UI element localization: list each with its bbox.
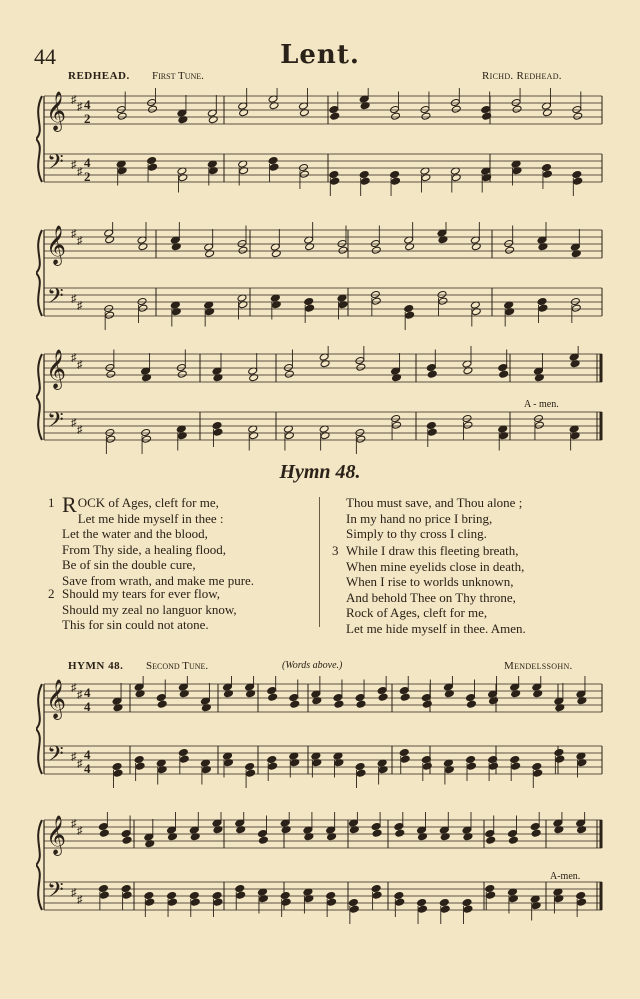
notehead <box>333 693 343 701</box>
notehead <box>134 755 144 763</box>
page-number: 44 <box>34 44 56 69</box>
verse-line: Be of sin the double cure, <box>62 557 196 572</box>
verse-line: Let the water and the blood, <box>62 526 208 541</box>
notehead <box>326 891 336 899</box>
bass-clef-icon: 𝄢 <box>47 742 64 772</box>
notehead <box>168 898 178 906</box>
notehead <box>391 177 401 185</box>
verse-line: When I rise to worlds unknown, <box>346 574 514 589</box>
notehead <box>395 829 405 837</box>
tune2-amen: A-men. <box>550 871 581 882</box>
tune2-name: HYMN 48. <box>68 660 124 672</box>
sharp-icon: ♯ <box>71 751 77 763</box>
notehead <box>269 163 279 171</box>
verse-line: Save from wrath, and make me pure. <box>62 572 255 588</box>
verse-line: In my hand no price I bring, <box>346 510 493 526</box>
notehead <box>498 363 508 371</box>
hymn-heading: Hymn 48. <box>279 461 361 483</box>
notehead <box>355 762 365 770</box>
notehead <box>327 898 337 906</box>
section-title: Lent. <box>280 40 360 70</box>
notehead <box>371 246 381 254</box>
notehead <box>370 290 380 298</box>
notehead <box>571 304 581 312</box>
time-signature: 4 <box>84 747 91 762</box>
notehead <box>390 105 400 113</box>
sharp-icon: ♯ <box>71 293 77 305</box>
notehead <box>530 822 540 830</box>
notehead <box>116 105 126 113</box>
time-signature: 2 <box>84 169 91 184</box>
notehead <box>372 891 382 899</box>
verse-line: Let me hide myself in thee. Amen. <box>346 620 526 636</box>
notehead <box>329 105 339 113</box>
notehead <box>267 755 277 763</box>
bass-clef-icon: 𝄢 <box>47 284 64 314</box>
verse-line: From Thy side, a healing flood, <box>62 541 227 557</box>
time-signature: 4 <box>84 97 91 112</box>
sharp-icon: ♯ <box>77 894 83 906</box>
notehead <box>405 311 415 319</box>
notehead <box>511 98 521 106</box>
sharp-icon: ♯ <box>77 689 83 701</box>
notehead <box>420 105 430 113</box>
notehead <box>189 891 199 899</box>
notehead <box>106 370 116 378</box>
notehead <box>138 304 148 312</box>
notehead <box>238 246 248 254</box>
treble-clef-icon: 𝄞 <box>46 225 67 265</box>
tune2-composer: Mendelssohn. <box>504 660 573 672</box>
notehead <box>337 239 347 247</box>
notehead <box>289 693 299 701</box>
notehead <box>438 297 448 305</box>
notehead <box>213 898 223 906</box>
notehead <box>113 769 123 777</box>
brace <box>36 96 42 182</box>
sharp-icon: ♯ <box>77 825 83 837</box>
sharp-icon: ♯ <box>71 682 77 694</box>
notehead <box>145 898 155 906</box>
notehead <box>258 836 268 844</box>
verse-line: Let me hide myself in thee : <box>77 510 224 526</box>
bass-clef-icon: 𝄢 <box>47 150 64 180</box>
notehead <box>534 414 544 422</box>
notehead <box>427 428 437 436</box>
sharp-icon: ♯ <box>71 417 77 429</box>
notehead <box>399 686 409 694</box>
notehead <box>505 246 515 254</box>
notehead <box>370 239 380 247</box>
notehead <box>537 297 547 305</box>
notehead <box>147 98 157 106</box>
notehead <box>467 762 477 770</box>
notehead <box>348 898 358 906</box>
tune1-label: First Tune. <box>152 70 204 82</box>
notehead <box>157 700 167 708</box>
tune2-label: Second Tune. <box>146 660 209 672</box>
notehead <box>144 891 154 899</box>
notehead <box>268 693 278 701</box>
verse-line: This for sin could not atone. <box>62 617 209 632</box>
notehead <box>121 829 131 837</box>
notehead <box>391 414 401 422</box>
music-system-1 <box>36 88 606 200</box>
notehead <box>489 762 499 770</box>
sharp-icon: ♯ <box>77 235 83 247</box>
sharp-icon: ♯ <box>71 159 77 171</box>
notehead <box>98 822 108 830</box>
tune1-amen: A - men. <box>524 399 559 410</box>
notehead <box>485 829 495 837</box>
notehead <box>280 891 290 899</box>
verse-line: Simply to thy cross I cling. <box>346 526 487 541</box>
notehead <box>437 290 447 298</box>
notehead <box>355 356 365 364</box>
notehead <box>371 884 381 892</box>
verse-number: 1 <box>48 495 55 510</box>
notehead <box>178 748 188 756</box>
notehead <box>371 822 381 830</box>
verse-2-continued <box>346 495 522 542</box>
notehead <box>538 304 548 312</box>
notehead <box>338 246 348 254</box>
notehead <box>504 239 514 247</box>
notehead <box>156 693 166 701</box>
notehead <box>417 898 427 906</box>
notehead <box>148 163 158 171</box>
notehead <box>330 112 340 120</box>
notehead <box>98 884 108 892</box>
verse-line: And behold Thee on Thy throne, <box>346 589 516 605</box>
notehead <box>378 693 388 701</box>
notehead <box>427 370 437 378</box>
bass-clef-icon: 𝄢 <box>47 408 64 438</box>
sharp-icon: ♯ <box>77 424 83 436</box>
brace <box>36 354 42 440</box>
bass-clef-icon: 𝄢 <box>47 878 64 908</box>
notehead <box>462 898 472 906</box>
notehead <box>533 769 543 777</box>
notehead <box>268 156 278 164</box>
treble-clef-icon: 𝄞 <box>46 815 67 855</box>
notehead <box>356 769 366 777</box>
notehead <box>99 891 109 899</box>
notehead <box>426 363 436 371</box>
notehead <box>117 112 127 120</box>
sharp-icon: ♯ <box>71 818 77 830</box>
notehead <box>576 891 586 899</box>
notehead <box>122 891 132 899</box>
notehead <box>395 898 405 906</box>
notehead <box>450 98 460 106</box>
notehead <box>573 112 583 120</box>
notehead <box>268 762 278 770</box>
verse-number: 2 <box>48 586 55 601</box>
music-system-5 <box>36 812 606 932</box>
treble-clef-icon: 𝄞 <box>46 91 67 131</box>
notehead <box>284 363 294 371</box>
notehead <box>213 428 223 436</box>
notehead <box>531 829 541 837</box>
notehead <box>235 884 245 892</box>
notehead <box>267 686 277 694</box>
notehead <box>510 755 520 763</box>
notehead <box>112 762 122 770</box>
verse-3 <box>332 543 526 636</box>
notehead <box>485 884 495 892</box>
verse-line: While I draw this fleeting breath, <box>346 543 519 558</box>
notehead <box>421 112 431 120</box>
notehead <box>377 686 387 694</box>
verse-2 <box>48 586 237 633</box>
notehead <box>167 891 177 899</box>
notehead <box>573 177 583 185</box>
notehead <box>577 898 587 906</box>
notehead <box>329 170 339 178</box>
notehead <box>390 170 400 178</box>
time-signature: 4 <box>84 761 91 776</box>
drop-cap: R <box>62 492 77 517</box>
notehead <box>418 905 428 913</box>
verse-line: Thou must save, and Thou alone ; <box>346 495 523 510</box>
column-divider <box>319 497 320 627</box>
notehead <box>511 762 521 770</box>
time-signature: 4 <box>84 155 91 170</box>
notehead <box>422 700 432 708</box>
notehead <box>245 762 255 770</box>
notehead <box>356 435 366 443</box>
notehead <box>104 304 114 312</box>
tune1-name: REDHEAD. <box>68 70 130 82</box>
notehead <box>304 297 314 305</box>
notehead <box>466 693 476 701</box>
notehead <box>572 105 582 113</box>
notehead <box>355 428 365 436</box>
notehead <box>462 414 472 422</box>
notehead <box>372 829 382 837</box>
notehead <box>555 755 565 763</box>
tune1-composer: Richd. Redhead. <box>482 70 562 82</box>
brace <box>36 230 42 316</box>
notehead <box>508 836 518 844</box>
notehead <box>148 105 158 113</box>
notehead <box>236 891 246 899</box>
notehead <box>284 370 294 378</box>
notehead <box>426 421 436 429</box>
notehead <box>237 239 247 247</box>
time-signature: 4 <box>84 685 91 700</box>
sharp-icon: ♯ <box>71 352 77 364</box>
music-system-4 <box>36 676 606 796</box>
sharp-icon: ♯ <box>71 887 77 899</box>
notehead <box>360 177 370 185</box>
verse-line: Rock of Ages, cleft for me, <box>346 605 488 620</box>
notehead <box>105 311 115 319</box>
notehead <box>572 170 582 178</box>
notehead <box>281 898 291 906</box>
notehead <box>394 891 404 899</box>
notehead <box>330 177 340 185</box>
notehead <box>177 370 187 378</box>
notehead <box>122 836 132 844</box>
notehead <box>534 421 544 429</box>
sharp-icon: ♯ <box>77 166 83 178</box>
notehead <box>440 905 450 913</box>
notehead <box>356 700 366 708</box>
notehead <box>99 829 109 837</box>
sharp-icon: ♯ <box>77 359 83 371</box>
verse-1 <box>48 492 255 588</box>
verse-line: Should my zeal no languor know, <box>62 601 237 617</box>
notehead <box>508 829 518 837</box>
notehead <box>105 363 115 371</box>
notehead <box>392 421 402 429</box>
sharp-icon: ♯ <box>77 758 83 770</box>
notehead <box>371 297 381 305</box>
time-signature: 2 <box>84 111 91 126</box>
notehead <box>179 755 189 763</box>
music-system-2 <box>36 222 606 334</box>
treble-clef-icon: 𝄞 <box>46 349 67 389</box>
notehead <box>334 700 344 708</box>
sharp-icon: ♯ <box>77 300 83 312</box>
notehead <box>258 829 268 837</box>
notehead <box>394 822 404 830</box>
notehead <box>299 163 309 171</box>
notehead <box>105 428 115 436</box>
notehead <box>141 428 151 436</box>
sharp-icon: ♯ <box>71 94 77 106</box>
notehead <box>290 700 300 708</box>
sharp-icon: ♯ <box>71 228 77 240</box>
notehead <box>299 170 309 178</box>
notehead <box>486 836 496 844</box>
notehead <box>467 700 477 708</box>
notehead <box>399 748 409 756</box>
notehead <box>355 693 365 701</box>
notehead <box>404 304 414 312</box>
notehead <box>391 112 401 120</box>
notehead <box>212 891 222 899</box>
notehead <box>512 105 522 113</box>
notehead <box>532 762 542 770</box>
notehead <box>135 762 145 770</box>
notehead <box>190 898 200 906</box>
notehead <box>121 884 131 892</box>
notehead <box>554 748 564 756</box>
notehead <box>542 170 552 178</box>
notehead <box>439 898 449 906</box>
music-system-3 <box>36 346 606 462</box>
notehead <box>305 304 315 312</box>
notehead <box>486 891 496 899</box>
brace <box>36 820 42 910</box>
verse-line: Should my tears for ever flow, <box>62 586 221 601</box>
notehead <box>147 156 157 164</box>
notehead <box>212 421 222 429</box>
notehead <box>481 105 491 113</box>
sharp-icon: ♯ <box>77 101 83 113</box>
notehead <box>463 421 473 429</box>
notehead <box>359 170 369 178</box>
notehead <box>137 297 147 305</box>
time-signature: 4 <box>84 699 91 714</box>
brace <box>36 684 42 774</box>
notehead <box>142 435 152 443</box>
treble-clef-icon: 𝄞 <box>46 679 67 719</box>
notehead <box>356 363 366 371</box>
notehead <box>106 435 116 443</box>
notehead <box>349 905 359 913</box>
tune2-words-note: (Words above.) <box>282 660 343 671</box>
notehead <box>422 762 432 770</box>
notehead <box>466 755 476 763</box>
notehead <box>463 905 473 913</box>
notehead <box>400 755 410 763</box>
notehead <box>542 163 552 171</box>
verse-number: 3 <box>332 543 339 558</box>
notehead <box>246 769 256 777</box>
verse-line: When mine eyelids close in death, <box>346 558 525 574</box>
notehead <box>451 105 461 113</box>
notehead <box>400 693 410 701</box>
notehead <box>176 363 186 371</box>
verse-line: OCK of Ages, cleft for me, <box>77 495 219 510</box>
notehead <box>499 370 509 378</box>
notehead <box>570 297 580 305</box>
